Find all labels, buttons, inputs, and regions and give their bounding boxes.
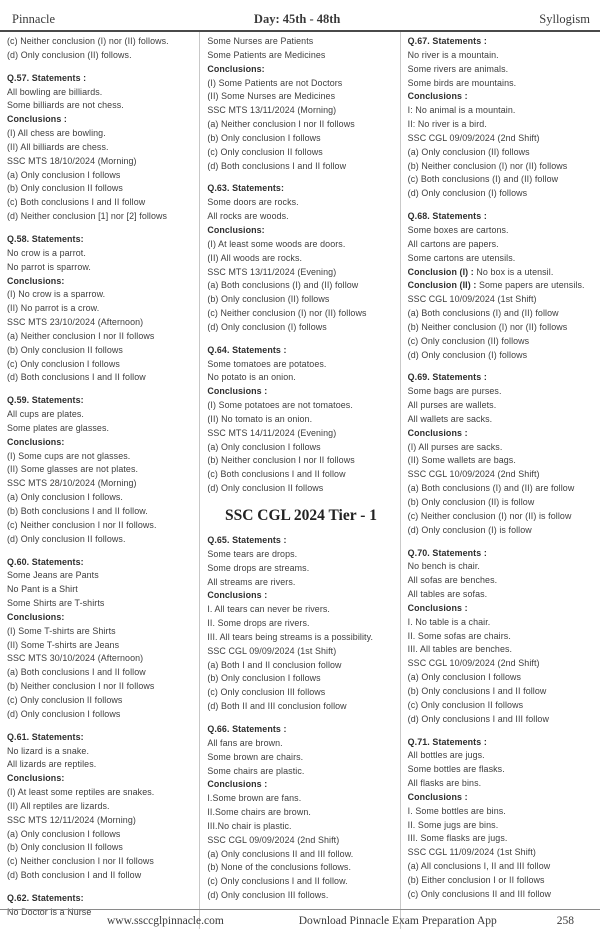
question-line: SSC CGL 09/09/2024 (2nd Shift) [207, 834, 340, 845]
question-line: (c) Only conclusion II follows [7, 694, 123, 705]
question-block [207, 35, 394, 173]
question-line: (c) Only conclusion I follows [7, 358, 120, 369]
column-3 [401, 32, 600, 929]
question-line: (d) Only conclusion (I) follows [207, 321, 327, 332]
question-line: Q.69. Statements : [407, 372, 487, 383]
question-line: Conclusion (II) : Some papers are utensils. [407, 280, 585, 291]
question-line: (a) Only conclusion (II) follows [407, 146, 530, 157]
question-line: (a) Only conclusion I follows. [7, 492, 123, 503]
question-block [7, 731, 194, 883]
question-line: (c) Neither conclusion (I) nor (II) follows [207, 308, 367, 319]
question-line: I. Some bottles are bins. [407, 805, 506, 816]
question-line: (b) Only conclusion (II) follows [207, 294, 330, 305]
question-line: (b) Only conclusion I follows [207, 673, 321, 684]
question-line: (I) No crow is a sparrow. [7, 289, 106, 300]
question-line: (c) Both conclusions I and II follow [7, 197, 146, 208]
question-line: Conclusions : [407, 791, 468, 802]
question-line: No parrot is sparrow. [7, 261, 91, 272]
question-line: (d) Only conclusion II follows [207, 483, 324, 494]
question-line: (c) Only conclusion II follows [207, 146, 323, 157]
question-line: (a) Only conclusion I follows [7, 828, 121, 839]
question-line: Q.71. Statements : [407, 736, 487, 747]
question-line: Q.67. Statements : [407, 36, 487, 46]
question-line: (b) Neither conclusion (I) nor (II) follows [407, 160, 568, 171]
question-line: Some rivers are animals. [407, 63, 509, 74]
question-line: Conclusions: [207, 224, 265, 235]
question-line: I. No table is a chair. [407, 616, 491, 627]
question-line: (d) Both conclusions I and II follow [207, 160, 347, 171]
question-line: SSC MTS 13/11/2024 (Morning) [207, 105, 337, 116]
question-line: (II) Some glasses are not plates. [7, 464, 139, 475]
question-line: No Pant is a Shirt [7, 584, 78, 595]
question-line: All streams are rivers. [207, 576, 296, 587]
question-line: Q.62. Statements: [7, 892, 84, 903]
question-line: Some drops are streams. [207, 562, 310, 573]
question-line: SSC CGL 11/09/2024 (1st Shift) [407, 847, 536, 858]
question-line: No bench is chair. [407, 561, 481, 572]
question-line: (b) Neither conclusion I nor II follows [207, 455, 355, 466]
question-line: (b) Either conclusion I or II follows [407, 874, 545, 885]
question-line: (b) Only conclusion II follows [7, 344, 123, 355]
question-block [207, 344, 394, 496]
question-line: (I) Some T-shirts are Shirts [7, 625, 116, 636]
question-line: (d) Only conclusion III follows. [207, 890, 329, 901]
question-line: (a) Only conclusion I follows [207, 441, 321, 452]
question-line: (I) Some potatoes are not tomatoes. [207, 400, 353, 411]
question-line: SSC CGL 09/09/2024 (2nd Shift) [407, 132, 540, 143]
question-line: Some tears are drops. [207, 548, 298, 559]
question-line: (c) Both conclusions I and II follow [207, 469, 346, 480]
question-line: III. Some flasks are jugs. [407, 833, 508, 844]
question-line: No potato is an onion. [207, 372, 296, 383]
question-line: All purses are wallets. [407, 400, 497, 411]
question-line: (d) Only conclusion (I) is follow [407, 524, 532, 535]
question-block [408, 210, 595, 362]
question-line: Some chairs are plastic. [207, 765, 305, 776]
question-line: All tables are sofas. [407, 589, 488, 600]
question-line: All flasks are bins. [407, 778, 482, 789]
question-line: (d) Neither conclusion [1] nor [2] follows [7, 211, 168, 222]
question-line: Some Jeans are Pants [7, 570, 99, 581]
question-line: All lizards are reptiles. [7, 759, 97, 770]
question-line: (b) Only conclusion II follows [7, 842, 123, 853]
question-line: (b) Only conclusion II follows [7, 183, 123, 194]
question-line: SSC CGL 10/09/2024 (2nd Shift) [407, 469, 540, 480]
question-line: Q.58. Statements: [7, 233, 84, 244]
question-line: Q.65. Statements : [207, 535, 287, 545]
question-line: All bowling are billiards. [7, 86, 103, 97]
question-line: (b) None of the conclusions follows. [207, 862, 352, 873]
question-line: (II) All woods are rocks. [207, 252, 303, 263]
question-line: (a) Both conclusions (I) and (II) are follow [407, 483, 575, 494]
question-line: III. All tables are benches. [407, 644, 513, 655]
question-line: Q.59. Statements: [7, 395, 84, 406]
question-line: (I) Some Patients are not Doctors [207, 77, 343, 88]
question-block [7, 72, 194, 224]
question-line: (b) Only conclusions I and II follow [407, 685, 547, 696]
question-line: (c) Only conclusions I and II follow. [207, 876, 348, 887]
question-line: Some Patients are Medicines [207, 49, 326, 60]
question-block [207, 723, 394, 903]
question-line: Q.61. Statements: [7, 731, 84, 742]
question-line: SSC MTS 12/11/2024 (Morning) [7, 814, 136, 825]
question-line: III.No chair is plastic. [207, 820, 292, 831]
question-line: Q.57. Statements : [7, 72, 87, 83]
question-line: Q.70. Statements : [407, 547, 487, 558]
question-line: Conclusions : [7, 114, 67, 125]
question-block [408, 736, 595, 902]
question-line: II.Some chairs are brown. [207, 807, 311, 818]
question-line: All fans are brown. [207, 737, 283, 748]
question-line: (I) All chess are bowling. [7, 128, 106, 139]
question-block [408, 371, 595, 537]
question-line: Some Nurses are Patients [207, 36, 314, 46]
question-block [7, 394, 194, 546]
question-line: Conclusions : [207, 779, 268, 790]
question-line: (b) Only conclusion I follows [207, 132, 321, 143]
question-line: Conclusions : [407, 91, 468, 102]
conclusion-label: Conclusion (I) : [407, 266, 474, 277]
question-line: SSC MTS 13/11/2024 (Evening) [207, 266, 337, 277]
footer-page-number: 258 [556, 914, 574, 927]
question-line: (c) Neither conclusion (I) nor (II) follows. [7, 36, 169, 46]
header-topic: Syllogism [539, 12, 590, 26]
question-line: Some cartons are utensils. [407, 252, 516, 263]
question-line: II. Some drops are rivers. [207, 618, 310, 629]
question-line: I: No animal is a mountain. [407, 105, 516, 116]
question-line: SSC CGL 10/09/2024 (1st Shift) [407, 294, 537, 305]
question-line: (a) Neither conclusion I nor II follows [207, 119, 355, 130]
content-area [0, 32, 600, 917]
question-line: (II) Some T-shirts are Jeans [7, 639, 120, 650]
section-heading: SSC CGL 2024 Tier - 1 [224, 507, 377, 524]
question-line: Some birds are mountains. [407, 77, 517, 88]
footer-website: www.ssccglpinnacle.com [107, 914, 224, 927]
question-line: (I) At least some reptiles are snakes. [7, 787, 155, 798]
question-line: Some brown are chairs. [207, 751, 304, 762]
question-line: (c) Only conclusion III follows [207, 687, 326, 698]
question-line: (a) All conclusions I, II and III follow [407, 861, 551, 872]
header-brand: Pinnacle [12, 12, 56, 26]
question-line: (d) Both conclusion I and II follow [7, 870, 142, 881]
question-block [7, 233, 194, 385]
question-line: (d) Only conclusion (I) follows [407, 188, 528, 199]
question-line: III. All tears being streams is a possibility. [207, 631, 374, 642]
question-line: Conclusions : [407, 427, 468, 438]
question-line: SSC MTS 30/10/2024 (Afternoon) [7, 653, 144, 664]
question-line: (c) Only conclusions II and III follow [407, 888, 552, 899]
question-line: Some bottles are flasks. [407, 764, 505, 775]
question-line: (II) No parrot is a crow. [7, 303, 100, 314]
question-line: (a) Both conclusions I and II follow [7, 667, 146, 678]
question-line: Q.60. Statements: [7, 556, 84, 567]
question-line: Conclusions : [207, 590, 268, 601]
question-line: (a) Only conclusions II and III follow. [207, 848, 354, 859]
question-line: (a) Both I and II conclusion follow [207, 659, 342, 670]
question-line: (c) Neither conclusion I nor II follows [7, 856, 154, 867]
question-line: (b) Neither conclusion (I) nor (II) follows [407, 321, 568, 332]
question-line: (d) Only conclusion (II) follows. [7, 49, 132, 60]
question-line: (d) Both II and III conclusion follow [207, 701, 347, 712]
question-line: All rocks are woods. [207, 211, 289, 222]
question-line: (II) All reptiles are lizards. [7, 800, 110, 811]
question-line: (b) Both conclusions I and II follow. [7, 506, 148, 516]
question-line: (a) Only conclusion I follows [407, 672, 522, 683]
question-line: All bottles are jugs. [407, 750, 485, 761]
conclusion-label: Conclusion (II) : [407, 280, 477, 291]
question-line: Conclusions: [207, 63, 265, 74]
question-line: All sofas are benches. [407, 575, 498, 586]
question-line: (a) Both conclusions (I) and (II) follow [407, 308, 559, 319]
question-line: (c) Neither conclusion I nor II follows. [7, 519, 157, 530]
question-line: SSC CGL 10/09/2024 (2nd Shift) [407, 658, 540, 669]
question-line: (c) Only conclusion (II) follows [407, 335, 530, 346]
question-line: No river is a mountain. [407, 49, 499, 60]
question-line: (I) At least some woods are doors. [207, 238, 346, 249]
column-1 [0, 32, 199, 929]
question-line: (d) Only conclusions I and III follow [407, 713, 549, 724]
question-line: Q.63. Statements: [207, 183, 284, 194]
question-block [408, 35, 595, 201]
header-day-title: Day: 45th - 48th [253, 12, 341, 26]
question-line: Conclusions: [7, 275, 65, 286]
question-line: Conclusions : [407, 602, 468, 613]
question-line: I. All tears can never be rivers. [207, 604, 330, 615]
question-line: Q.66. Statements : [207, 723, 287, 734]
question-line: I.Some brown are fans. [207, 793, 302, 804]
question-line: (II) Some Nurses are Medicines [207, 91, 336, 102]
question-line: All cups are plates. [7, 409, 84, 420]
question-line: (a) Neither conclusion I nor II follows [7, 330, 155, 341]
question-line: SSC MTS 23/10/2024 (Afternoon) [7, 317, 144, 328]
question-line: No Doctor is a Nurse [7, 906, 92, 917]
column-2 [200, 32, 399, 929]
question-line: Conclusions: [7, 773, 65, 784]
question-line: No lizard is a snake. [7, 745, 90, 756]
question-line: SSC CGL 09/09/2024 (1st Shift) [207, 645, 337, 656]
question-block [7, 556, 194, 722]
question-line: (a) Only conclusion I follows [7, 169, 121, 180]
question-line: (d) Both conclusions I and II follow [7, 372, 146, 383]
question-line: Some billiards are not chess. [7, 100, 124, 111]
question-line: All cartons are papers. [407, 238, 499, 249]
question-line: Conclusions : [207, 386, 268, 397]
question-block [7, 35, 194, 63]
question-block [207, 182, 394, 334]
footer-app-text: Download Pinnacle Exam Preparation App [298, 914, 497, 927]
page-footer [0, 909, 600, 931]
question-line: Some Shirts are T-shirts [7, 598, 105, 609]
question-line: (I) Some cups are not glasses. [7, 450, 131, 461]
question-line: SSC MTS 28/10/2024 (Morning) [7, 478, 137, 489]
question-line: II: No river is a bird. [407, 119, 487, 130]
question-line: (c) Both conclusions (I) and (II) follow [407, 174, 559, 185]
question-line: (d) Only conclusion II follows. [7, 533, 126, 544]
question-line: (II) All billiards are chess. [7, 141, 109, 152]
question-line: SSC MTS 14/11/2024 (Evening) [207, 427, 337, 438]
question-line: (II) No tomato is an onion. [207, 413, 313, 424]
question-line: All wallets are sacks. [407, 413, 493, 424]
question-line: Some boxes are cartons. [407, 224, 509, 235]
question-line: (d) Only conclusion (I) follows [407, 349, 528, 360]
question-line: Q.64. Statements : [207, 344, 287, 355]
question-line: Conclusion (I) : No box is a utensil. [407, 266, 554, 277]
question-block [207, 534, 394, 714]
question-line: Conclusions: [7, 611, 65, 622]
question-line: (b) Only conclusion (II) is follow [407, 497, 535, 507]
question-line: (I) All purses are sacks. [407, 441, 503, 452]
question-line: (c) Only conclusion II follows [407, 699, 524, 710]
question-line: SSC MTS 18/10/2024 (Morning) [7, 155, 137, 166]
question-line: (d) Only conclusion I follows [7, 708, 121, 719]
question-line: Some bags are purses. [407, 386, 502, 397]
question-line: II. Some jugs are bins. [407, 819, 499, 830]
question-line: (b) Neither conclusion I nor II follows [7, 681, 155, 692]
question-line: II. Some sofas are chairs. [407, 630, 511, 641]
page-header [0, 0, 600, 32]
question-line: Some tomatoes are potatoes. [207, 358, 327, 369]
question-line: Some doors are rocks. [207, 197, 299, 208]
question-line: (II) Some wallets are bags. [407, 455, 516, 466]
question-line: No crow is a parrot. [7, 247, 86, 258]
question-line: (c) Neither conclusion (I) nor (II) is follow [407, 510, 572, 521]
question-line: Some plates are glasses. [7, 422, 110, 433]
question-line: (a) Both conclusions (I) and (II) follow [207, 280, 359, 291]
question-line: Conclusions: [7, 436, 65, 447]
question-block [408, 547, 595, 727]
question-line: Q.68. Statements : [407, 211, 487, 222]
